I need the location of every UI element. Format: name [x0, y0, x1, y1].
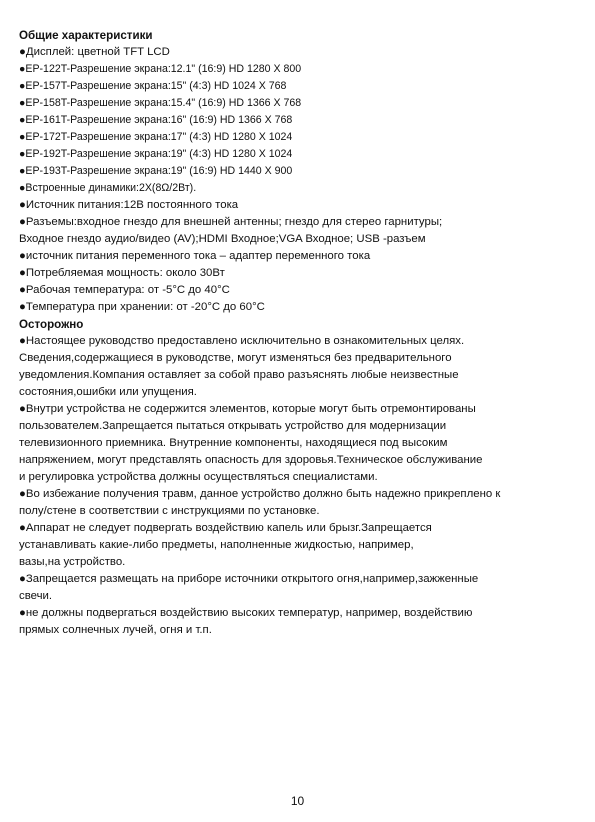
caution-line: напряжением, могут представлять опасность для здоровья.Техническое обслуживание — [19, 454, 483, 466]
spec-consumption: ●Потребляемая мощность: около 30Вт — [19, 267, 225, 279]
caution-line: свечи. — [19, 590, 53, 602]
spec-ep172t: ●EP-172T-Разрешение экрана:17" (4:3) HD 1280 X 1024 — [19, 131, 293, 143]
caution-line: и регулировка устройства должны осуществляться специалистами. — [19, 471, 378, 483]
caution-line: ●Аппарат не следует подвергать воздействию капель или брызг.Запрещается — [19, 522, 432, 534]
caution-line: вазы,на устройство. — [19, 556, 126, 568]
caution-line: ●Настоящее руководство предоставлено исключительно в ознакомительных целях. — [19, 335, 465, 347]
caution-line: состояния,ошибки или упущения. — [19, 386, 197, 398]
spec-connectors: ●Разъемы:входное гнездо для внешней антенны; гнездо для стерео гарнитуры; — [19, 216, 443, 228]
spec-ep192t: ●EP-192T-Разрешение экрана:19" (4:3) HD 1280 X 1024 — [19, 148, 293, 160]
spec-display: ●Дисплей: цветной TFT LCD — [19, 46, 170, 58]
caution-line: ●Запрещается размещать на приборе источники открытого огня,например,зажженные — [19, 573, 479, 585]
spec-ac-power: ●источник питания переменного тока – адаптер переменного тока — [19, 250, 371, 262]
spec-power-source: ●Источник питания:12В постоянного тока — [19, 199, 239, 211]
spec-storage-temp: ●Температура при хранении: от -20°C до 60°C — [19, 301, 265, 313]
spec-speakers: ●Встроенные динамики:2Х(8Ω/2Вт). — [19, 182, 197, 194]
caution-line: пользователем.Запрещается пытаться открывать устройство для модернизации — [19, 420, 447, 432]
caution-heading: Осторожно — [19, 318, 84, 331]
caution-line: телевизионного приемника. Внутренние компоненты, находящиеся под высоким — [19, 437, 448, 449]
caution-line: устанавливать какие-либо предметы, наполненные жидкостью, например, — [19, 539, 414, 551]
caution-line: Сведения,содержащиеся в руководстве, могут изменяться без предварительного — [19, 352, 452, 364]
page-number: 10 — [290, 794, 305, 808]
spec-ep161t: ●EP-161T-Разрешение экрана:16" (16:9) HD 1366 X 768 — [19, 114, 293, 126]
general-heading: Общие характеристики — [19, 29, 153, 42]
caution-line: ●не должны подвергаться воздействию высоких температур, например, воздействию — [19, 607, 473, 619]
caution-line: уведомления.Компания оставляет за собой право разъяснять любые неизвестные — [19, 369, 459, 381]
document-body — [19, 27, 579, 639]
spec-ep122t: ●EP-122T-Разрешение экрана:12.1" (16:9) HD 1280 X 800 — [19, 63, 302, 75]
spec-ep158t: ●EP-158T-Разрешение экрана:15.4" (16:9) HD 1366 X 768 — [19, 97, 302, 109]
caution-line: полу/стене в соответствии с инструкциями по установке. — [19, 505, 320, 517]
spec-ep157t: ●EP-157T-Разрешение экрана:15" (4:3) HD 1024 X 768 — [19, 80, 287, 92]
caution-line: ●Во избежание получения травм, данное устройство должно быть надежно прикреплено к — [19, 488, 501, 500]
spec-ep193t: ●EP-193T-Разрешение экрана:19" (16:9) HD 1440 X 900 — [19, 165, 293, 177]
spec-connectors-cont: Входное гнездо аудио/видео (AV);HDMI Входное;VGA Входное; USB -разъем — [19, 233, 426, 245]
spec-operating-temp: ●Рабочая температура: от -5°C до 40°C — [19, 284, 230, 296]
caution-line: ●Внутри устройства не содержится элементов, которые могут быть отремонтированы — [19, 403, 476, 415]
caution-line: прямых солнечных лучей, огня и т.п. — [19, 624, 212, 636]
